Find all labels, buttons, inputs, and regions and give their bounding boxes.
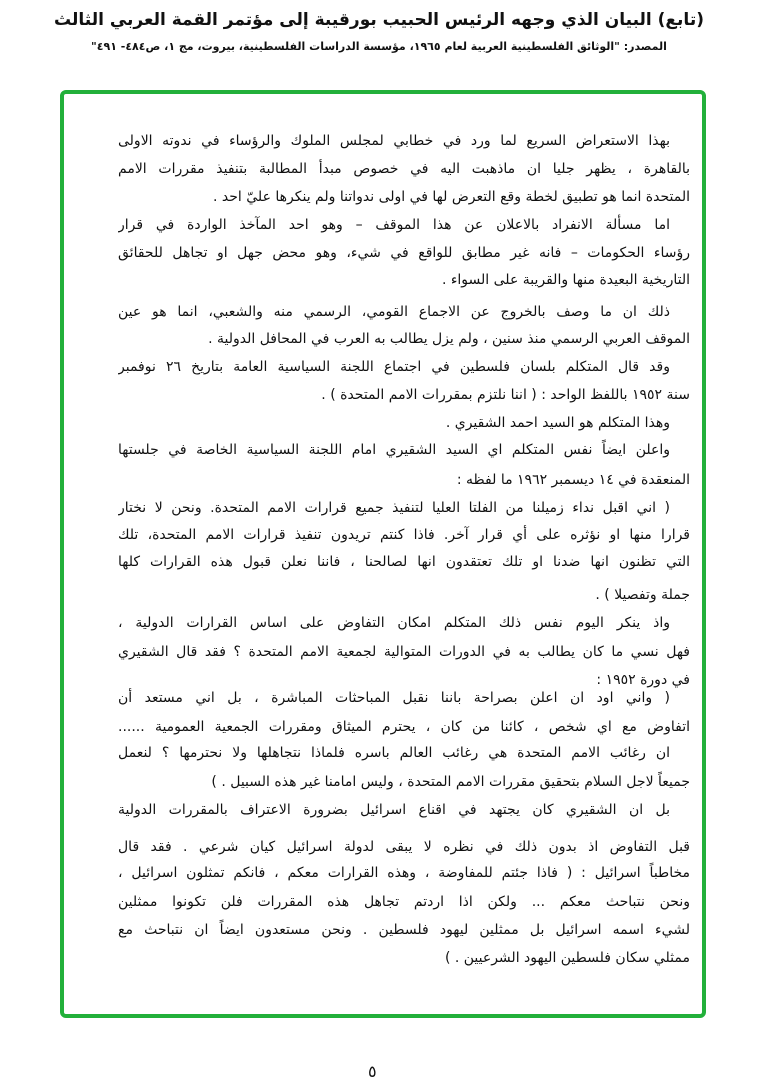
text-line: ان رغائب الامم المتحدة هي رغائب العالم باسره فلماذا نتجاهلها ولا نحترمها ؟ لنعمل [118,745,670,761]
text-line: ممثلي سكان فلسطين اليهود الشرعيين . ) [444,950,690,966]
text-line: المنعقدة في ١٤ ديسمبر ١٩٦٢ ما لفظه : [456,472,690,488]
text-line: جملة وتفصيلا ) . [595,587,690,603]
text-line: اما مسألة الانفراد بالاعلان عن هذا الموقف – وهو احد المآخذ الواردة في قرار [118,217,670,233]
text-line: ذلك ان ما وصف بالخروج عن الاجماع القومي، الرسمي منه والشعبي، انما هو عين [118,304,670,320]
text-line: لشيء اسمه اسرائيل بل ممثلين ليهود فلسطين . ونحن مستعدون ايضاً ان نتباحث مع [118,922,690,938]
text-line: ( اني اقبل نداء زميلنا من الفلتا العليا لتنفيذ جميع قرارات الامم المتحدة. ونحن لا نختار [118,500,670,516]
text-line: ( واني اود ان اعلن بصراحة باننا نقبل المباحثات المباشرة ، بل اني مستعد أن [118,690,670,706]
text-line: بهذا الاستعراض السريع لما ورد في خطابي لمجلس الملوك والرؤساء في ندوته الاولى [118,133,670,149]
text-line: بالقاهرة ، يظهر جليا ان ماذهبت اليه في خصوص مبدأ المطالبة بتنفيذ مقررات الامم [118,161,690,177]
text-line: وقد قال المتكلم بلسان فلسطين في اجتماع اللجنة السياسية العامة بتاريخ ٢٦ نوفمبر [118,359,670,375]
text-line: مخاطباً اسرائيل : ( فاذا جئتم للمفاوضة ، وهذه القرارات معكم ، فانكم تمثلون اسرائيل ، [118,865,690,881]
text-line: جميعاً لاجل السلام بتحقيق مقررات الامم المتحدة ، وليس امامنا غير هذه السبيل . ) [211,774,690,790]
text-line: رؤساء الحكومات – فانه غير مطابق للواقع في شيء، وهو محض جهل او تجاهل للحقائق [118,245,690,261]
text-line: واذ ينكر اليوم نفس ذلك المتكلم امكان التفاوض على اساس القرارات الدولية ، [118,615,670,631]
text-line: الموقف العربي الرسمي منذ سنين ، ولم يزل يطالب به العرب في المحافل الدولية . [208,331,690,347]
text-line: سنة ١٩٥٢ باللفظ الواحد : ( اننا نلتزم بمقررات الامم المتحدة ) . [321,387,690,403]
text-line: التي تظنون انها ضدنا او تلك تعتقدون انها لصالحنا ، فاننا نعلن قبول هذه القرارات كلها [118,554,690,570]
text-line: قبل التفاوض اذ بدون ذلك في نظره لا يبقى لدولة اسرائيل كيان شرعي . فقد قال [118,839,690,855]
text-line: بل ان الشقيري كان يجتهد في اقناع اسرائيل بضرورة الاعتراف بالمقررات الدولية [118,802,670,818]
text-line: وهذا المتكلم هو السيد احمد الشقيري . [445,415,670,431]
text-line: اتفاوض مع اي شخص ، كائنا من كان ، يحترم الميثاق ومقررات الجمعية العمومية ...... [118,719,690,735]
document-title: (تابع) البيان الذي وجهه الرئيس الحبيب بورقيبة إلى مؤتمر القمة العربي الثالث [54,10,704,30]
text-line: ونحن نتباحث معكم ... ولكن اذا اردتم تجاهل هذه المقررات فلن تكونوا ممثلين [118,894,690,910]
text-line: التاريخية البعيدة منها والقريبة على السواء . [441,272,690,288]
text-line: فهل نسي ما كان يطالب به في الدورات المتوالية لجمعية الامم المتحدة ؟ فقد قال الشقيري [118,644,690,660]
text-line: قرارا منها او نؤثره على أي قرار آخر. فاذا كنتم تريدون تنفيذ قرارات الامم المتحدة، تلك [118,527,690,543]
text-line: في دورة ١٩٥٢ : [596,672,690,688]
text-line: المتحدة انما هو تطبيق لخطة وقع التعرض لها في اولى ندواتنا ولم ينكرها عليّ احد . [213,189,690,205]
text-line: واعلن ايضاً نفس المتكلم اي السيد الشقيري امام اللجنة السياسية الخاصة في جلستها [118,442,670,458]
document-source: المصدر: "الوثائق الفلسطينية العربية لعام ١٩٦٥، مؤسسة الدراسات الفلسطينية، بيروت، مج ١، ص٤٨٤- ٤٩١" [91,40,667,53]
page-number: ٥ [368,1062,377,1081]
